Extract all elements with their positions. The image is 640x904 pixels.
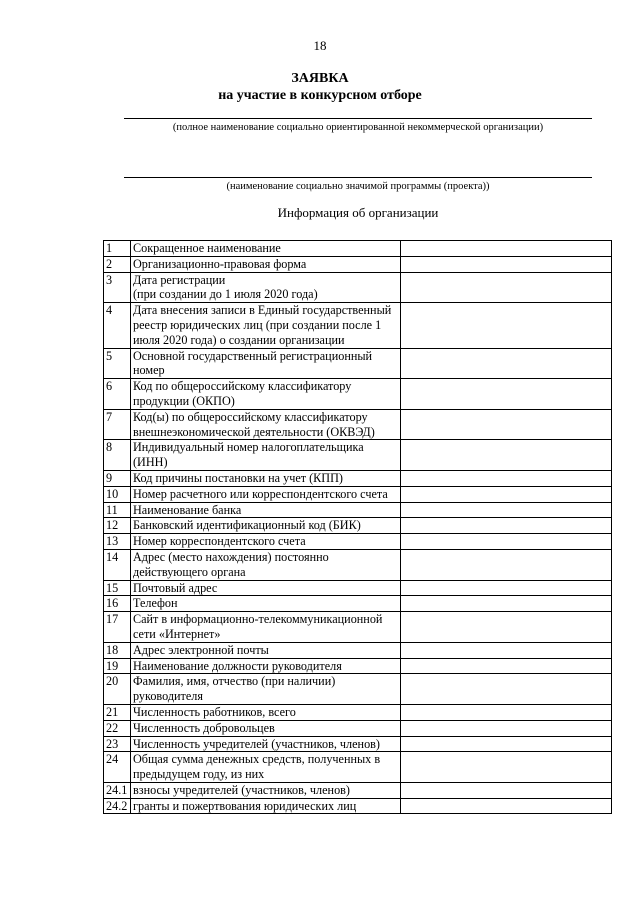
table-row xyxy=(104,720,612,736)
document-subtitle: на участие в конкурсном отборе xyxy=(218,88,422,103)
row-number: 24.1 xyxy=(104,782,131,798)
table-row xyxy=(104,549,612,580)
row-value-field[interactable] xyxy=(401,241,612,257)
row-label: Численность добровольцев xyxy=(131,720,401,736)
row-label: Фамилия, имя, отчество (при наличии) руководителя xyxy=(131,674,401,705)
table-row xyxy=(104,534,612,550)
row-label: Наименование банка xyxy=(131,502,401,518)
row-label: Почтовый адрес xyxy=(131,580,401,596)
table-row xyxy=(104,409,612,440)
row-value-field[interactable] xyxy=(401,798,612,814)
row-number: 19 xyxy=(104,658,131,674)
row-number: 10 xyxy=(104,486,131,502)
row-number: 6 xyxy=(104,379,131,410)
row-number: 18 xyxy=(104,642,131,658)
row-value-field[interactable] xyxy=(401,272,612,303)
row-number: 24.2 xyxy=(104,798,131,814)
table-row xyxy=(104,518,612,534)
table-row xyxy=(104,256,612,272)
program-name-line xyxy=(124,177,592,178)
table-row xyxy=(104,798,612,814)
document-title: ЗАЯВКА xyxy=(291,71,349,86)
table-row xyxy=(104,596,612,612)
table-row xyxy=(104,580,612,596)
row-value-field[interactable] xyxy=(401,720,612,736)
row-value-field[interactable] xyxy=(401,580,612,596)
row-number: 21 xyxy=(104,704,131,720)
row-label: Численность работников, всего xyxy=(131,704,401,720)
table-row xyxy=(104,379,612,410)
table-row xyxy=(104,658,612,674)
document-title-block xyxy=(0,70,640,104)
table-row xyxy=(104,704,612,720)
row-number: 1 xyxy=(104,241,131,257)
row-label: Сокращенное наименование xyxy=(131,241,401,257)
row-label: Дата регистрации (при создании до 1 июля 2020 года) xyxy=(131,272,401,303)
table-row xyxy=(104,752,612,783)
row-label: Телефон xyxy=(131,596,401,612)
row-value-field[interactable] xyxy=(401,596,612,612)
row-value-field[interactable] xyxy=(401,658,612,674)
row-number: 9 xyxy=(104,470,131,486)
row-label: Адрес электронной почты xyxy=(131,642,401,658)
row-label: Номер корреспондентского счета xyxy=(131,534,401,550)
table-row xyxy=(104,470,612,486)
program-name-caption: (наименование социально значимой программы (проекта)) xyxy=(226,181,490,192)
row-label: Адрес (место нахождения) постоянно действующего органа xyxy=(131,549,401,580)
table-row xyxy=(104,782,612,798)
row-number: 7 xyxy=(104,409,131,440)
row-number: 16 xyxy=(104,596,131,612)
row-value-field[interactable] xyxy=(401,534,612,550)
row-label: Общая сумма денежных средств, полученных в предыдущем году, из них xyxy=(131,752,401,783)
row-number: 2 xyxy=(104,256,131,272)
row-number: 11 xyxy=(104,502,131,518)
table-row xyxy=(104,502,612,518)
row-value-field[interactable] xyxy=(401,736,612,752)
row-label: Организационно-правовая форма xyxy=(131,256,401,272)
row-label: взносы учредителей (участников, членов) xyxy=(131,782,401,798)
row-label: гранты и пожертвования юридических лиц xyxy=(131,798,401,814)
org-name-line xyxy=(124,118,592,119)
table-row xyxy=(104,642,612,658)
row-number: 4 xyxy=(104,303,131,348)
row-label: Численность учредителей (участников, членов) xyxy=(131,736,401,752)
row-value-field[interactable] xyxy=(401,642,612,658)
row-number: 20 xyxy=(104,674,131,705)
row-label: Код(ы) по общероссийскому классификатору внешнеэкономической деятельности (ОКВЭД) xyxy=(131,409,401,440)
row-value-field[interactable] xyxy=(401,752,612,783)
row-number: 23 xyxy=(104,736,131,752)
row-value-field[interactable] xyxy=(401,612,612,643)
row-label: Номер расчетного или корреспондентского счета xyxy=(131,486,401,502)
row-label: Банковский идентификационный код (БИК) xyxy=(131,518,401,534)
table-row xyxy=(104,440,612,471)
org-name-caption: (полное наименование социально ориентированной некоммерческой организации) xyxy=(172,122,544,133)
row-value-field[interactable] xyxy=(401,379,612,410)
row-label: Код по общероссийскому классификатору продукции (ОКПО) xyxy=(131,379,401,410)
row-number: 5 xyxy=(104,348,131,379)
row-number: 8 xyxy=(104,440,131,471)
row-value-field[interactable] xyxy=(401,674,612,705)
table-row xyxy=(104,303,612,348)
row-label: Индивидуальный номер налогоплательщика (ИНН) xyxy=(131,440,401,471)
row-label: Дата внесения записи в Единый государственный реестр юридических лиц (при создании после 1 июля 2020 года) о создании организации xyxy=(131,303,401,348)
row-value-field[interactable] xyxy=(401,348,612,379)
section-title: Информация об организации xyxy=(277,205,439,220)
table-row xyxy=(104,486,612,502)
table-row xyxy=(104,736,612,752)
row-value-field[interactable] xyxy=(401,704,612,720)
row-value-field[interactable] xyxy=(401,256,612,272)
row-value-field[interactable] xyxy=(401,486,612,502)
row-label: Основной государственный регистрационный номер xyxy=(131,348,401,379)
row-value-field[interactable] xyxy=(401,502,612,518)
row-number: 17 xyxy=(104,612,131,643)
row-number: 24 xyxy=(104,752,131,783)
row-value-field[interactable] xyxy=(401,782,612,798)
row-label: Наименование должности руководителя xyxy=(131,658,401,674)
row-number: 15 xyxy=(104,580,131,596)
row-label: Код причины постановки на учет (КПП) xyxy=(131,470,401,486)
row-value-field[interactable] xyxy=(401,409,612,440)
row-value-field[interactable] xyxy=(401,470,612,486)
table-row xyxy=(104,612,612,643)
page-number: 18 xyxy=(313,38,327,53)
row-number: 22 xyxy=(104,720,131,736)
table-row xyxy=(104,674,612,705)
table-row xyxy=(104,348,612,379)
row-value-field[interactable] xyxy=(401,303,612,348)
row-number: 14 xyxy=(104,549,131,580)
row-number: 12 xyxy=(104,518,131,534)
row-value-field[interactable] xyxy=(401,440,612,471)
org-info-table xyxy=(103,240,612,814)
table-row xyxy=(104,241,612,257)
row-number: 13 xyxy=(104,534,131,550)
table-row xyxy=(104,272,612,303)
row-value-field[interactable] xyxy=(401,518,612,534)
row-value-field[interactable] xyxy=(401,549,612,580)
row-label: Сайт в информационно-телекоммуникационной сети «Интернет» xyxy=(131,612,401,643)
row-number: 3 xyxy=(104,272,131,303)
